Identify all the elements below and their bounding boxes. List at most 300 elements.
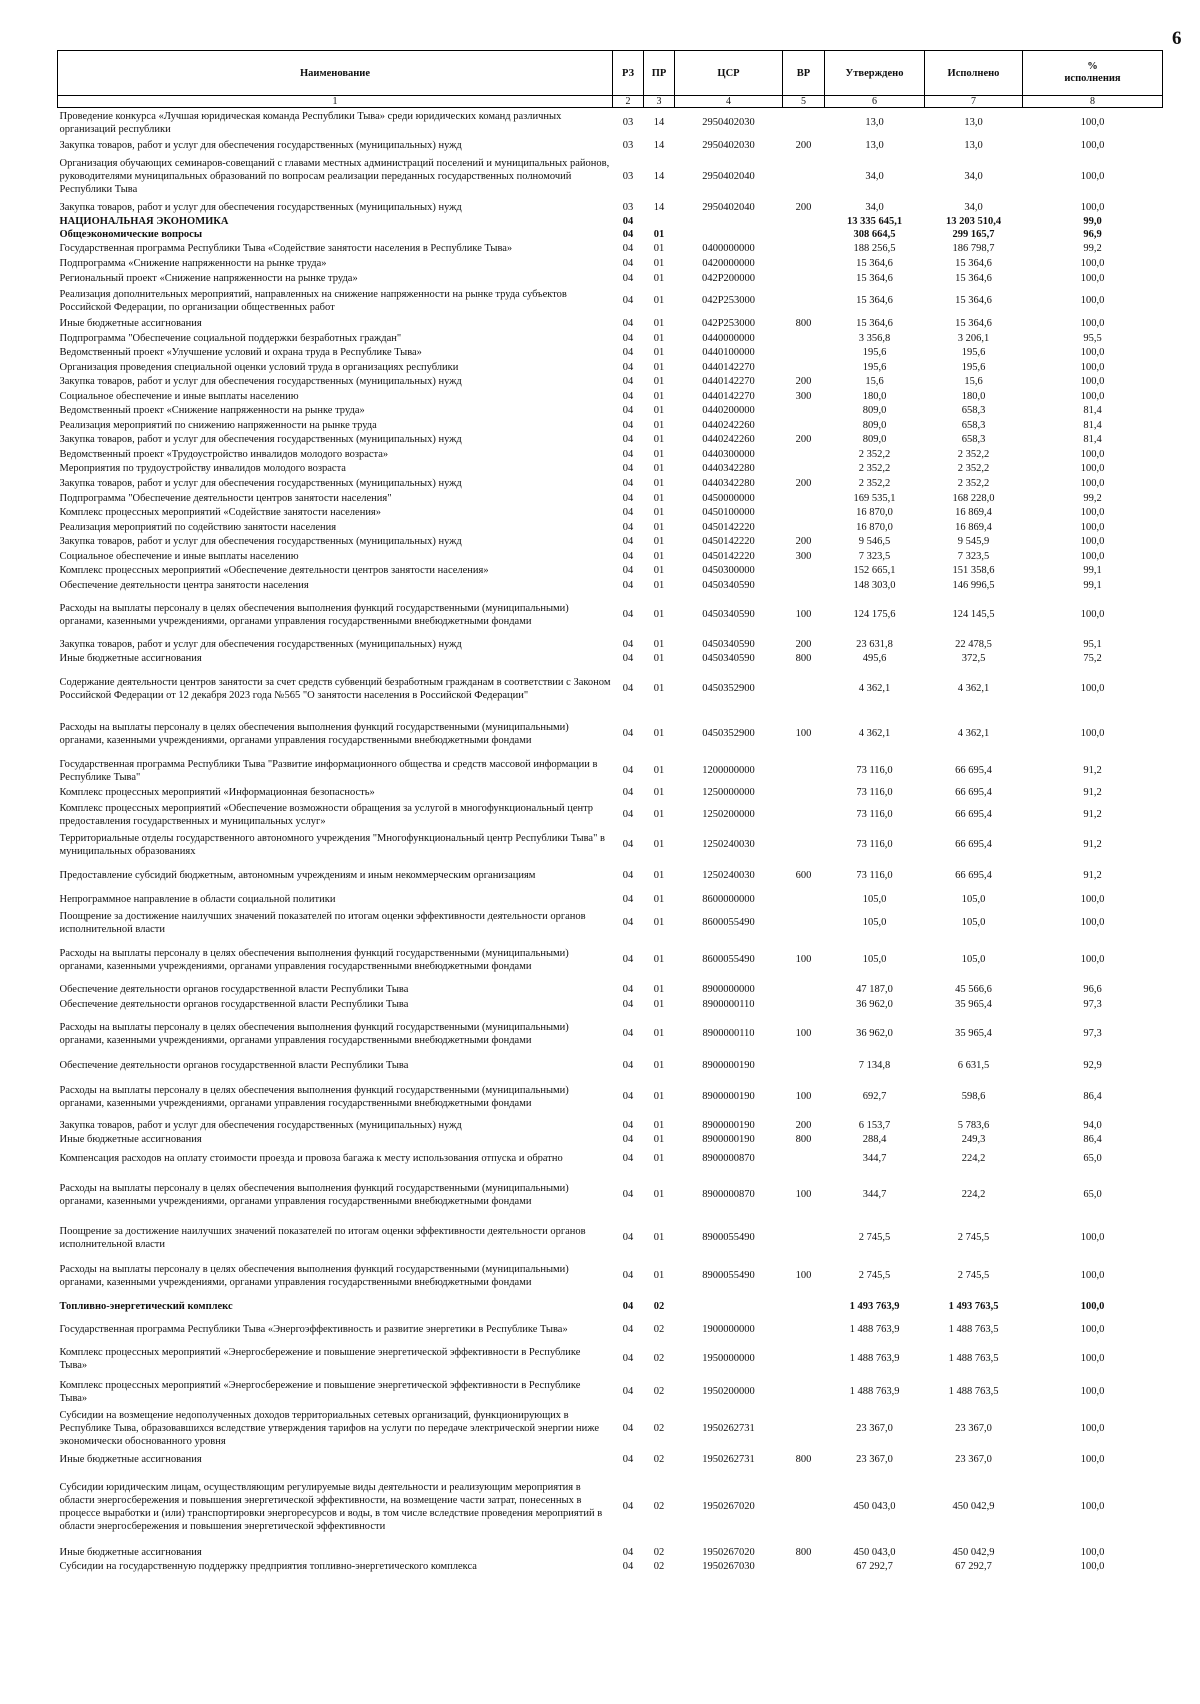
row-pr: 01 [653, 917, 665, 928]
row-executed: 7 323,5 [957, 550, 990, 562]
row-executed: 4 362,1 [957, 683, 990, 694]
row-percent: 100,0 [1080, 1301, 1105, 1312]
row-approved: 34,0 [865, 171, 884, 182]
row-approved: 148 303,0 [853, 579, 896, 591]
row-executed: 35 965,4 [955, 1028, 992, 1039]
table-row [58, 1171, 1163, 1219]
row-pr: 01 [653, 1060, 665, 1071]
row-rz: 04 [622, 1423, 634, 1434]
row-percent: 100,0 [1080, 477, 1105, 489]
row-percent: 100,0 [1080, 1501, 1105, 1512]
row-approved: 13,0 [865, 140, 884, 151]
row-csr: 1950262731 [702, 1454, 755, 1465]
table-row [58, 200, 1163, 215]
table-row [58, 228, 1163, 241]
row-vr: 800 [795, 317, 812, 329]
row-rz: 03 [622, 140, 634, 151]
row-vr: 800 [795, 1546, 812, 1558]
col-header-name: Наименование [58, 51, 613, 96]
row-csr: 1950267020 [702, 1501, 755, 1512]
row-approved: 450 043,0 [853, 1546, 896, 1558]
row-vr [783, 1560, 825, 1574]
row-executed: 1 488 763,5 [948, 1324, 999, 1335]
row-csr: 1900000000 [702, 1324, 755, 1335]
row-percent: 100,0 [1080, 140, 1105, 151]
col-number: 2 [613, 96, 644, 108]
row-percent: 100,0 [1080, 295, 1105, 306]
row-executed: 658,3 [961, 419, 986, 431]
row-vr: 200 [795, 1119, 812, 1131]
row-percent: 100,0 [1080, 347, 1105, 358]
row-pr: 01 [653, 765, 665, 776]
row-percent: 100,0 [1080, 954, 1105, 965]
row-approved: 308 664,5 [853, 228, 896, 240]
table-row [58, 404, 1163, 418]
row-percent: 100,0 [1080, 507, 1105, 518]
row-csr: 042P200000 [701, 272, 756, 284]
row-pr: 01 [653, 376, 665, 387]
row-name: Иные бюджетные ассигнования [59, 1454, 202, 1465]
row-csr: 0440142270 [702, 376, 755, 387]
row-percent: 65,0 [1083, 1189, 1102, 1200]
row-rz: 04 [622, 839, 634, 850]
row-pr: 01 [653, 1119, 665, 1131]
row-csr: 0450352900 [702, 728, 755, 739]
row-executed: 2 352,2 [957, 477, 990, 489]
row-vr: 100 [795, 1270, 812, 1281]
row-pr: 02 [653, 1386, 665, 1397]
row-name: Закупка товаров, работ и услуг для обеспечения государственных (муниципальных) нужд [59, 201, 462, 213]
row-vr [783, 154, 825, 200]
row-vr: 600 [795, 870, 812, 881]
row-percent: 97,3 [1083, 1028, 1102, 1039]
row-approved: 16 870,0 [856, 507, 893, 518]
row-csr: 8900000110 [702, 1028, 755, 1039]
row-rz: 04 [622, 215, 634, 227]
row-approved: 169 535,1 [853, 492, 896, 504]
row-rz: 04 [622, 1134, 634, 1145]
table-row [58, 593, 1163, 637]
row-percent: 100,0 [1080, 1546, 1105, 1558]
row-name: Комплекс процессных мероприятий «Содействие занятости населения» [59, 507, 382, 518]
row-vr [783, 520, 825, 535]
row-executed: 105,0 [961, 894, 986, 905]
row-percent: 100,0 [1080, 390, 1105, 402]
row-name: Расходы на выплаты персоналу в целях обеспечения выполнения функций государственными (муниципальными) органами, казенными учреждениями, органами управления государственными внебюджетными фондами [59, 602, 569, 627]
row-rz: 04 [622, 565, 634, 576]
row-name: Иные бюджетные ассигнования [59, 653, 202, 664]
row-approved: 1 493 763,9 [849, 1301, 900, 1312]
table-row [58, 447, 1163, 462]
row-name: Государственная программа Республики Тыва «Содействие занятости населения в Республике Тыва» [59, 242, 513, 254]
row-executed: 15 364,6 [955, 272, 992, 284]
row-vr [783, 447, 825, 462]
row-percent: 95,1 [1083, 638, 1102, 650]
row-executed: 168 228,0 [952, 492, 995, 504]
row-executed: 372,5 [961, 653, 986, 664]
table-row [58, 375, 1163, 389]
table-row [58, 1133, 1163, 1147]
table-row [58, 215, 1163, 228]
row-csr: 8600055490 [702, 917, 755, 928]
row-rz: 04 [622, 894, 634, 905]
row-rz: 04 [622, 917, 634, 928]
row-csr: 2950402040 [702, 171, 755, 182]
row-percent: 91,2 [1083, 809, 1102, 820]
row-pr: 02 [653, 1454, 665, 1465]
row-rz: 04 [622, 242, 634, 254]
row-pr: 01 [653, 728, 665, 739]
row-vr: 200 [795, 477, 812, 489]
row-percent: 100,0 [1080, 1270, 1105, 1281]
row-approved: 1 488 763,9 [849, 1353, 900, 1364]
header-row [58, 51, 1163, 96]
row-rz: 04 [622, 1546, 634, 1558]
row-approved: 105,0 [862, 894, 887, 905]
row-percent: 100,0 [1080, 1232, 1105, 1243]
row-vr: 100 [795, 1189, 812, 1200]
row-executed: 35 965,4 [955, 998, 992, 1010]
row-csr: 0450142220 [702, 550, 755, 562]
row-executed: 249,3 [961, 1134, 986, 1145]
table-row [58, 637, 1163, 652]
row-vr [783, 418, 825, 433]
row-approved: 195,6 [862, 361, 887, 373]
row-vr: 100 [795, 954, 812, 965]
table-body [58, 108, 1163, 1574]
row-approved: 288,4 [862, 1134, 887, 1145]
row-rz: 04 [622, 1189, 634, 1200]
row-pr: 01 [653, 1232, 665, 1243]
row-name: Поощрение за достижение наилучших значений показателей по итогам оценки эффективности деятельности органов исполнительной власти [59, 1225, 586, 1250]
row-vr: 200 [795, 434, 812, 445]
row-pr: 14 [653, 201, 665, 213]
table-row [58, 800, 1163, 830]
row-csr: 1250200000 [702, 809, 755, 820]
row-name: Общеэкономические вопросы [59, 228, 203, 240]
row-name: Расходы на выплаты персоналу в целях обеспечения выполнения функций государственными (муниципальными) органами, казенными учреждениями, органами управления государственными внебюджетными фондами [59, 947, 569, 972]
table-row [58, 938, 1163, 982]
row-vr [783, 786, 825, 800]
row-executed: 105,0 [961, 954, 986, 965]
row-approved: 495,6 [862, 653, 887, 664]
row-executed: 66 695,4 [955, 809, 992, 820]
row-rz: 04 [622, 228, 634, 240]
row-approved: 450 043,0 [853, 1501, 896, 1512]
row-pr: 01 [653, 1153, 665, 1164]
row-csr: 0450142220 [702, 521, 755, 533]
row-name: Закупка товаров, работ и услуг для обеспечения государственных (муниципальных) нужд [59, 638, 462, 650]
row-rz: 04 [622, 609, 634, 620]
row-pr: 01 [653, 954, 665, 965]
table-row [58, 892, 1163, 908]
row-approved: 124 175,6 [853, 609, 896, 620]
row-name: Проведение конкурса «Лучшая юридическая команда Республики Тыва» среди юридических команд различных организаций республики [59, 110, 562, 135]
row-rz: 04 [622, 448, 634, 460]
table-row [58, 1147, 1163, 1171]
row-approved: 105,0 [862, 917, 887, 928]
row-approved: 13 335 645,1 [846, 215, 903, 227]
row-executed: 34,0 [964, 171, 983, 182]
row-approved: 73 116,0 [856, 787, 893, 798]
table-row [58, 346, 1163, 360]
row-executed: 13 203 510,4 [945, 215, 1002, 227]
row-name: Социальное обеспечение и иные выплаты населению [59, 550, 299, 562]
row-pr: 01 [653, 1134, 665, 1145]
row-csr: 2950402030 [702, 117, 755, 129]
row-executed: 6 631,5 [957, 1060, 990, 1071]
row-percent: 100,0 [1080, 463, 1105, 474]
row-rz: 04 [622, 419, 634, 431]
row-percent: 81,4 [1083, 419, 1102, 431]
row-percent: 65,0 [1083, 1153, 1102, 1164]
row-pr: 01 [653, 565, 665, 576]
table-row [58, 520, 1163, 535]
table-row [58, 256, 1163, 271]
row-name: Иные бюджетные ассигнования [59, 1134, 202, 1145]
row-csr: 8900000000 [702, 983, 755, 995]
row-percent: 100,0 [1080, 448, 1105, 460]
row-vr [783, 892, 825, 908]
table-row [58, 982, 1163, 997]
row-vr: 800 [795, 1134, 812, 1145]
table-row [58, 1377, 1163, 1407]
row-rz: 04 [622, 332, 634, 344]
row-pr: 01 [653, 242, 665, 254]
col-number: 4 [675, 96, 783, 108]
row-executed: 16 869,4 [955, 507, 992, 518]
row-executed: 23 367,0 [955, 1423, 992, 1434]
row-rz: 04 [622, 787, 634, 798]
row-executed: 15 364,6 [955, 317, 992, 329]
row-percent: 91,2 [1083, 839, 1102, 850]
row-approved: 34,0 [865, 201, 884, 213]
row-rz: 04 [622, 809, 634, 820]
row-pr: 01 [653, 492, 665, 504]
row-name: Комплекс процессных мероприятий «Обеспечение деятельности центров занятости населения» [59, 565, 489, 576]
row-executed: 15,6 [964, 376, 983, 387]
row-executed: 34,0 [964, 201, 983, 213]
row-csr: 1200000000 [702, 765, 755, 776]
row-csr: 2950402040 [702, 201, 755, 213]
row-csr: 0450000000 [702, 492, 755, 504]
row-percent: 100,0 [1080, 1454, 1105, 1465]
row-vr [783, 241, 825, 256]
row-csr: 042P253000 [701, 317, 756, 329]
row-pr: 01 [653, 787, 665, 798]
row-executed: 67 292,7 [955, 1561, 992, 1572]
row-executed: 2 352,2 [957, 463, 990, 474]
row-rz: 03 [622, 117, 634, 129]
row-executed: 124 145,5 [952, 609, 995, 620]
row-percent: 100,0 [1080, 1423, 1105, 1434]
row-name: Расходы на выплаты персоналу в целях обеспечения выполнения функций государственными (муниципальными) органами, казенными учреждениями, органами управления государственными внебюджетными фондами [59, 1182, 569, 1207]
table-row [58, 1012, 1163, 1056]
row-rz: 04 [622, 983, 634, 995]
row-approved: 809,0 [862, 434, 887, 445]
row-name: НАЦИОНАЛЬНАЯ ЭКОНОМИКА [59, 215, 229, 227]
row-executed: 195,6 [961, 361, 986, 373]
row-pr: 01 [653, 894, 665, 905]
row-rz: 04 [622, 1301, 634, 1312]
row-vr [783, 1341, 825, 1377]
col-header-rz: РЗ [613, 51, 644, 96]
row-pr: 01 [653, 1270, 665, 1281]
table-row [58, 271, 1163, 286]
row-percent: 100,0 [1080, 376, 1105, 387]
row-name: Закупка товаров, работ и услуг для обеспечения государственных (муниципальных) нужд [59, 536, 462, 547]
row-csr: 2950402030 [702, 140, 755, 151]
row-csr: 1950267020 [702, 1546, 755, 1558]
row-name: Предоставление субсидий бюджетным, автономным учреждениям и иным некоммерческим организациям [59, 870, 536, 881]
row-pr: 02 [653, 1561, 665, 1572]
row-vr [783, 666, 825, 712]
row-pr: 01 [653, 653, 665, 664]
table-row [58, 108, 1163, 138]
row-percent: 99,2 [1083, 492, 1102, 504]
row-vr: 100 [795, 1028, 812, 1039]
row-name: Реализация дополнительных мероприятий, направленных на снижение напряженности на рынке труда субъектов Российской Федерации, по организации общественных работ [59, 288, 567, 313]
row-name: Комплекс процессных мероприятий «Обеспечение возможности обращения за услугой в многофункциональный центр предоставления государственных и муниципальных услуг» [59, 802, 594, 827]
row-pr: 01 [653, 434, 665, 445]
row-rz: 04 [622, 1353, 634, 1364]
table-row [58, 138, 1163, 154]
row-approved: 73 116,0 [856, 809, 893, 820]
row-approved: 15 364,6 [856, 257, 893, 269]
row-csr: 0450142220 [702, 536, 755, 547]
row-rz: 04 [622, 1060, 634, 1071]
row-percent: 81,4 [1083, 405, 1102, 416]
row-vr [783, 997, 825, 1012]
row-name: Содержание деятельности центров занятости за счет средств субвенций безработным гражданам в соответствии с Законом Российской Федерации от 12 декабря 2023 года №565 "О занятости населения в Российской Федерации" [59, 676, 611, 701]
row-percent: 100,0 [1080, 1324, 1105, 1335]
row-name: Поощрение за достижение наилучших значений показателей по итогам оценки эффективности деятельности органов исполнительной власти [59, 910, 586, 935]
row-name: Организация проведения специальной оценки условий труда в организациях республики [59, 361, 459, 373]
row-csr: 0450340590 [702, 638, 755, 650]
row-executed: 105,0 [961, 917, 986, 928]
row-executed: 299 165,7 [952, 228, 995, 240]
row-rz: 04 [622, 765, 634, 776]
row-rz: 04 [622, 272, 634, 284]
row-percent: 100,0 [1080, 536, 1105, 547]
row-csr [675, 1295, 783, 1319]
table-row [58, 1319, 1163, 1341]
row-executed: 186 798,7 [952, 242, 995, 254]
row-name: Мероприятия по трудоустройству инвалидов молодого возраста [59, 463, 346, 474]
row-executed: 151 358,6 [952, 565, 995, 576]
row-approved: 692,7 [862, 1091, 887, 1102]
row-pr: 02 [653, 1353, 665, 1364]
row-rz: 04 [622, 1270, 634, 1281]
row-pr: 01 [653, 419, 665, 431]
row-rz: 04 [622, 579, 634, 591]
table-row [58, 652, 1163, 666]
row-csr: 0440142270 [702, 361, 755, 373]
row-vr [783, 1147, 825, 1171]
row-vr [783, 286, 825, 316]
row-percent: 100,0 [1080, 550, 1105, 562]
row-percent: 96,9 [1083, 228, 1102, 240]
row-vr: 200 [795, 376, 812, 387]
row-executed: 66 695,4 [955, 765, 992, 776]
row-vr: 800 [795, 1454, 812, 1465]
row-rz: 04 [622, 1454, 634, 1465]
row-approved: 344,7 [862, 1153, 887, 1164]
table-row [58, 860, 1163, 892]
row-percent: 100,0 [1080, 609, 1105, 620]
row-name: Региональный проект «Снижение напряженности на рынке труда» [59, 272, 358, 284]
header-number-row [58, 96, 1163, 108]
row-executed: 1 488 763,5 [948, 1386, 999, 1397]
row-rz: 04 [622, 477, 634, 489]
row-csr: 8900000870 [702, 1153, 755, 1164]
row-csr: 8900000190 [702, 1091, 755, 1102]
row-rz: 04 [622, 521, 634, 533]
row-percent: 99,1 [1083, 579, 1102, 591]
row-executed: 180,0 [961, 390, 986, 402]
table-row [58, 1118, 1163, 1133]
row-approved: 1 488 763,9 [849, 1386, 900, 1397]
row-name: Закупка товаров, работ и услуг для обеспечения государственных (муниципальных) нужд [59, 434, 462, 445]
table-row [58, 1469, 1163, 1545]
row-rz: 04 [622, 405, 634, 416]
row-vr [783, 228, 825, 241]
table-row [58, 1076, 1163, 1118]
row-percent: 100,0 [1080, 521, 1105, 533]
row-pr: 01 [653, 477, 665, 489]
row-csr: 8600055490 [702, 954, 755, 965]
row-csr: 0450100000 [702, 507, 755, 518]
row-approved: 73 116,0 [856, 839, 893, 850]
row-csr: 8900000190 [702, 1134, 755, 1145]
row-pr: 01 [653, 809, 665, 820]
row-csr [675, 228, 783, 241]
row-executed: 9 545,9 [957, 536, 990, 547]
row-vr [783, 1469, 825, 1545]
table-row [58, 389, 1163, 404]
row-vr: 100 [795, 728, 812, 739]
col-number: 6 [825, 96, 925, 108]
row-executed: 13,0 [964, 117, 983, 129]
row-percent: 100,0 [1080, 201, 1105, 213]
row-csr [675, 215, 783, 228]
table-row [58, 549, 1163, 564]
table-row [58, 666, 1163, 712]
row-name: Подпрограмма "Обеспечение деятельности центров занятости населения" [59, 492, 392, 504]
row-csr: 1250240030 [702, 870, 755, 881]
row-csr: 8900000110 [702, 998, 755, 1010]
row-approved: 15 364,6 [856, 317, 893, 329]
row-csr: 8900000870 [702, 1189, 755, 1200]
row-executed: 3 206,1 [957, 332, 990, 344]
table-row [58, 154, 1163, 200]
row-vr: 200 [795, 536, 812, 547]
row-rz: 04 [622, 295, 634, 306]
row-vr [783, 564, 825, 578]
row-csr: 0450300000 [702, 565, 755, 576]
row-vr [783, 346, 825, 360]
row-pr: 02 [653, 1546, 665, 1558]
row-approved: 7 134,8 [858, 1060, 891, 1071]
row-approved: 2 352,2 [858, 477, 891, 489]
row-name: Закупка товаров, работ и услуг для обеспечения государственных (муниципальных) нужд [59, 376, 462, 387]
row-vr [783, 331, 825, 346]
row-pr [644, 215, 675, 228]
budget-table [57, 50, 1163, 1574]
row-approved: 7 323,5 [858, 550, 891, 562]
row-approved: 2 745,5 [858, 1232, 891, 1243]
row-pr: 01 [653, 507, 665, 518]
